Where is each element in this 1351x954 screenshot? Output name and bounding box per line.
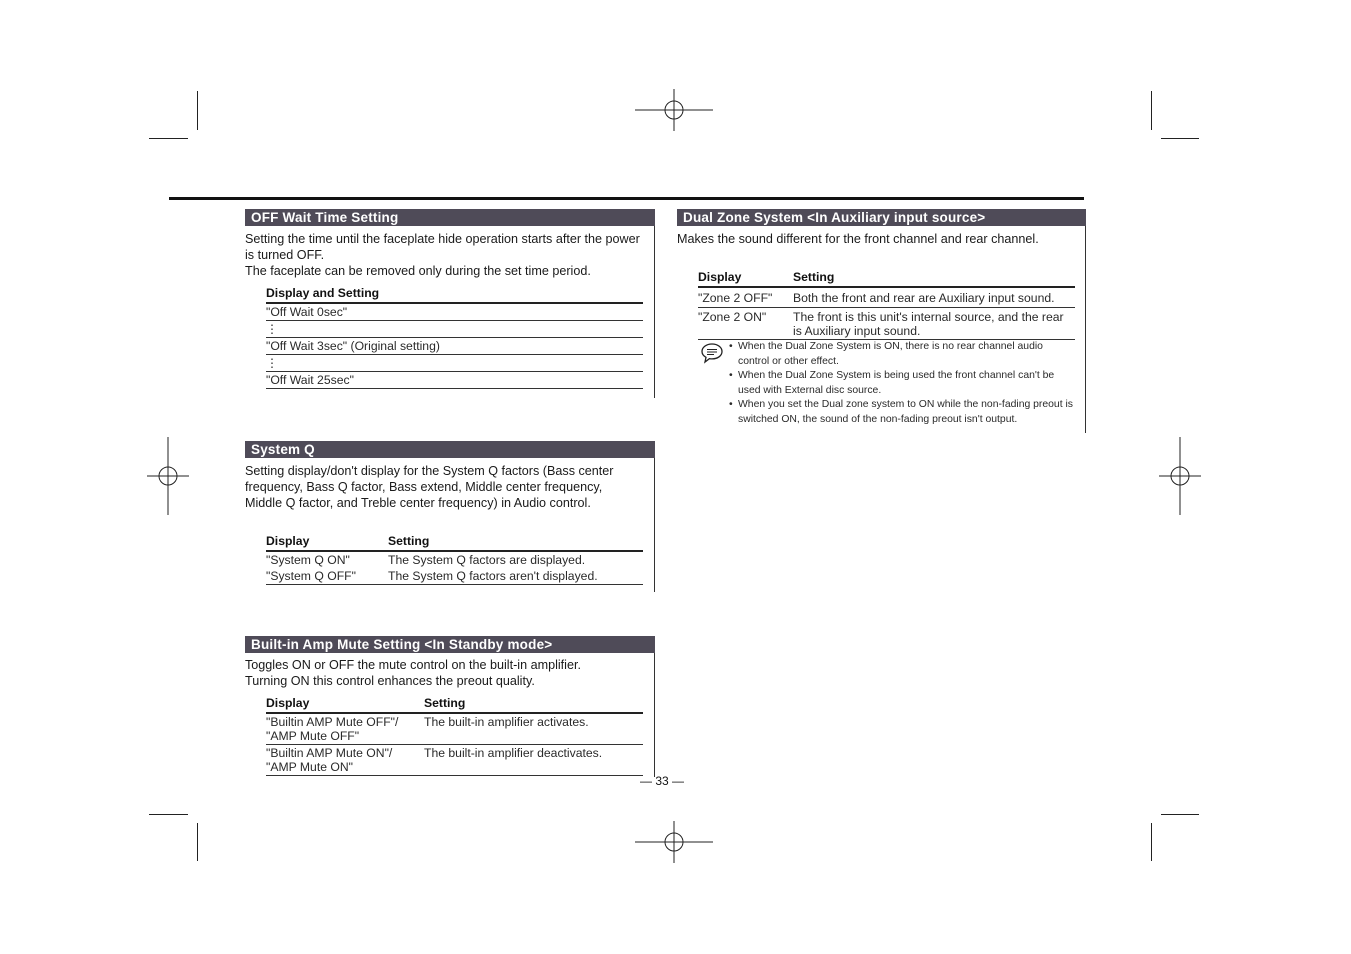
table-header: Display and Setting (266, 286, 643, 303)
registration-mark (635, 71, 713, 149)
note-item (729, 369, 1074, 398)
display-value: "Zone 2 OFF" (698, 287, 793, 308)
setting-value: The System Q factors are displayed. (388, 553, 586, 567)
registration-mark (129, 437, 207, 515)
amp-mute-intro-2: Turning ON this control enhances the preout quality. (245, 674, 535, 688)
crop-mark (149, 138, 188, 139)
display-value: "System Q OFF" (266, 568, 388, 585)
table-row (266, 745, 643, 776)
note-text: When the Dual Zone System is being used the front channel can't be used with External disc source. (738, 370, 1055, 396)
note-item (729, 398, 1074, 427)
dual-zone-notes (729, 340, 1074, 427)
crop-mark (1161, 138, 1199, 139)
table-row (698, 287, 1075, 308)
ellipsis-row: ⋮ (266, 355, 643, 372)
registration-mark (635, 803, 713, 881)
column-rule (654, 653, 655, 777)
off-wait-table (266, 286, 643, 389)
top-rule (169, 197, 1084, 200)
table-row (698, 308, 1075, 340)
display-line: "AMP Mute ON" (266, 760, 353, 774)
display-value: "System Q ON" (266, 553, 350, 567)
note-item (729, 340, 1074, 369)
display-value: "Zone 2 ON" (698, 308, 793, 340)
crop-mark (1161, 814, 1199, 815)
table-row (266, 551, 643, 568)
bullet: • (729, 341, 733, 352)
display-line: "Builtin AMP Mute OFF"/ (266, 715, 399, 729)
amp-mute-intro: Toggles ON or OFF the mute control on the built-in amplifier. (245, 658, 581, 672)
crop-mark (149, 814, 188, 815)
column-rule (654, 226, 655, 398)
setting-value: The System Q factors aren't displayed. (388, 568, 643, 585)
column-rule (654, 458, 655, 592)
column-header-setting: Setting (793, 270, 1075, 287)
column-header-display: Display (266, 696, 424, 713)
ellipsis-row: ⋮ (266, 321, 643, 338)
table-row (266, 713, 643, 745)
amp-mute-description (245, 657, 650, 689)
dual-zone-table (698, 270, 1075, 340)
column-header-setting: Setting (424, 696, 643, 713)
dual-zone-description: Makes the sound different for the front channel and rear channel. (677, 232, 1039, 246)
section-heading-system-q: System Q (245, 441, 655, 458)
display-value (266, 713, 424, 745)
column-rule (1085, 226, 1086, 433)
column-header-display: Display (698, 270, 793, 287)
section-heading-dual-zone: Dual Zone System <In Auxiliary input source> (677, 209, 1086, 226)
crop-mark (1151, 91, 1152, 130)
column-header-display: Display (266, 534, 388, 551)
display-value (266, 745, 424, 776)
setting-value: The built-in amplifier activates. (424, 713, 643, 745)
section-heading-off-wait: OFF Wait Time Setting (245, 209, 655, 226)
crop-mark (197, 823, 198, 861)
table-row: "Off Wait 25sec" (266, 372, 643, 389)
setting-value: The front is this unit's internal source, and the rear is Auxiliary input sound. (793, 308, 1075, 340)
note-text: When the Dual Zone System is ON, there is no rear channel audio control or other effect. (738, 341, 1043, 367)
note-text: When you set the Dual zone system to ON while the non-fading preout is switched ON, the sound of the non-fading preout isn't output. (738, 399, 1073, 425)
bullet: • (729, 399, 733, 410)
off-wait-description (245, 231, 650, 279)
setting-value: The built-in amplifier deactivates. (424, 745, 643, 776)
registration-mark (1141, 437, 1219, 515)
off-wait-intro: Setting the time until the faceplate hide operation starts after the power is turned OFF. (245, 232, 640, 262)
system-q-table (266, 534, 643, 585)
setting-value: Both the front and rear are Auxiliary input sound. (793, 287, 1075, 308)
system-q-description: Setting display/don't display for the System Q factors (Bass center frequency, Bass Q factor, Bass extend, Middle center frequency, Middle Q factor, and Treble center frequency) in Audio control. (245, 464, 614, 510)
amp-mute-table (266, 696, 643, 776)
column-header-setting: Setting (388, 534, 643, 551)
off-wait-intro-2: The faceplate can be removed only during the set time period. (245, 264, 591, 278)
page-number: — 33 — (640, 774, 685, 788)
crop-mark (197, 91, 198, 130)
display-line: "Builtin AMP Mute ON"/ (266, 746, 393, 760)
crop-mark (1151, 823, 1152, 861)
note-icon (700, 341, 724, 365)
table-row: "Off Wait 3sec" (Original setting) (266, 338, 643, 355)
table-row (266, 568, 643, 585)
table-row: "Off Wait 0sec" (266, 303, 643, 321)
display-line: "AMP Mute OFF" (266, 729, 360, 743)
section-heading-amp-mute: Built-in Amp Mute Setting <In Standby mode> (245, 636, 655, 653)
bullet: • (729, 370, 733, 381)
